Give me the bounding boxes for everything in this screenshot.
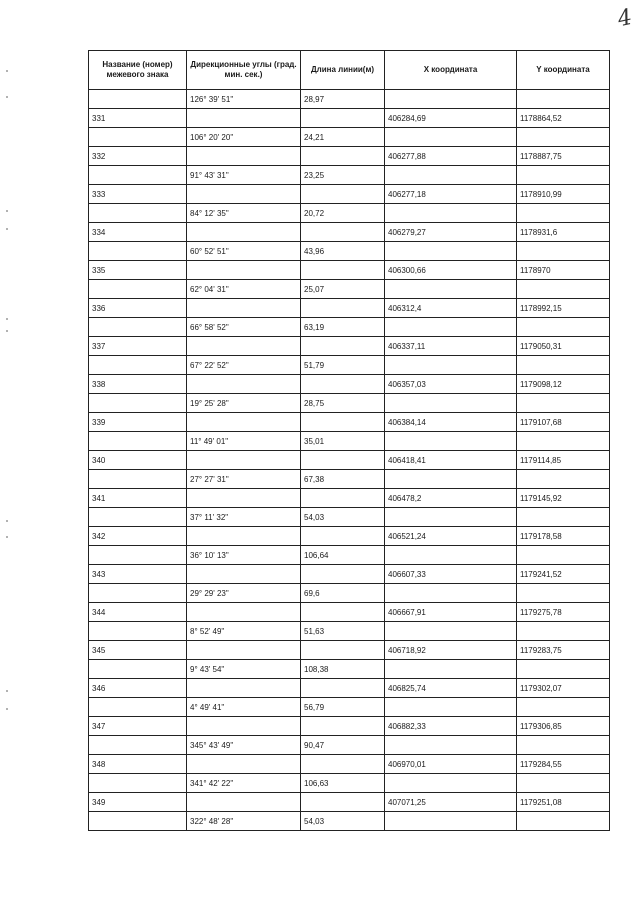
direction-angle-cell — [187, 413, 301, 432]
table-row-line — [89, 318, 610, 337]
direction-angle-cell: 9° 43' 54" — [187, 660, 301, 679]
direction-angle-cell: 126° 39' 51" — [187, 90, 301, 109]
y-coordinate-cell — [517, 242, 610, 261]
x-coordinate-cell: 407071,25 — [385, 793, 517, 812]
y-coordinate-cell: 1178910,99 — [517, 185, 610, 204]
x-coordinate-cell: 406284,69 — [385, 109, 517, 128]
table-row-line — [89, 508, 610, 527]
table-row-line — [89, 204, 610, 223]
y-coordinate-cell: 1178931,6 — [517, 223, 610, 242]
x-coordinate-cell — [385, 280, 517, 299]
x-coordinate-cell — [385, 470, 517, 489]
table-row-line — [89, 812, 610, 831]
point-name-cell: 338 — [89, 375, 187, 394]
line-length-cell — [301, 603, 385, 622]
point-name-cell: 335 — [89, 261, 187, 280]
table-row-point — [89, 527, 610, 546]
y-coordinate-cell: 1179241,52 — [517, 565, 610, 584]
table-row-line — [89, 736, 610, 755]
direction-angle-cell: 8° 52' 49" — [187, 622, 301, 641]
direction-angle-cell: 27° 27' 31" — [187, 470, 301, 489]
point-name-cell — [89, 128, 187, 147]
direction-angle-cell — [187, 261, 301, 280]
table-header-row — [89, 51, 610, 90]
y-coordinate-cell — [517, 280, 610, 299]
table-row-line — [89, 90, 610, 109]
y-coordinate-cell: 1178864,52 — [517, 109, 610, 128]
table-row-point — [89, 223, 610, 242]
direction-angle-cell — [187, 717, 301, 736]
point-name-cell — [89, 394, 187, 413]
y-coordinate-cell — [517, 736, 610, 755]
line-length-cell — [301, 755, 385, 774]
header-y-coordinate: Y координата — [517, 51, 610, 90]
point-name-cell — [89, 280, 187, 299]
point-name-cell: 336 — [89, 299, 187, 318]
point-name-cell — [89, 546, 187, 565]
line-length-cell — [301, 527, 385, 546]
x-coordinate-cell: 406300,66 — [385, 261, 517, 280]
y-coordinate-cell — [517, 128, 610, 147]
table-row-line — [89, 242, 610, 261]
x-coordinate-cell — [385, 698, 517, 717]
table-row-point — [89, 337, 610, 356]
table-row-point — [89, 375, 610, 394]
table-row-line — [89, 356, 610, 375]
line-length-cell — [301, 375, 385, 394]
direction-angle-cell: 62° 04' 31" — [187, 280, 301, 299]
direction-angle-cell — [187, 185, 301, 204]
line-length-cell — [301, 489, 385, 508]
y-coordinate-cell — [517, 812, 610, 831]
direction-angle-cell: 60° 52' 51" — [187, 242, 301, 261]
line-length-cell: 23,25 — [301, 166, 385, 185]
direction-angle-cell: 66° 58' 52" — [187, 318, 301, 337]
direction-angle-cell: 19° 25' 28" — [187, 394, 301, 413]
y-coordinate-cell — [517, 204, 610, 223]
point-name-cell: 346 — [89, 679, 187, 698]
table-row-point — [89, 413, 610, 432]
x-coordinate-cell — [385, 660, 517, 679]
table-row-line — [89, 394, 610, 413]
line-length-cell: 106,64 — [301, 546, 385, 565]
table-row-line — [89, 166, 610, 185]
point-name-cell: 342 — [89, 527, 187, 546]
table-row-point — [89, 185, 610, 204]
direction-angle-cell — [187, 793, 301, 812]
point-name-cell: 340 — [89, 451, 187, 470]
table-body — [89, 90, 610, 831]
line-length-cell — [301, 565, 385, 584]
table-row-line — [89, 546, 610, 565]
direction-angle-cell: 341° 42' 22" — [187, 774, 301, 793]
direction-angle-cell — [187, 451, 301, 470]
table-row-line — [89, 280, 610, 299]
x-coordinate-cell — [385, 584, 517, 603]
point-name-cell — [89, 166, 187, 185]
table-row-point — [89, 755, 610, 774]
table-row-point — [89, 489, 610, 508]
direction-angle-cell — [187, 223, 301, 242]
x-coordinate-cell: 406418,41 — [385, 451, 517, 470]
x-coordinate-cell — [385, 128, 517, 147]
line-length-cell: 28,75 — [301, 394, 385, 413]
point-name-cell: 347 — [89, 717, 187, 736]
y-coordinate-cell — [517, 774, 610, 793]
line-length-cell: 28,97 — [301, 90, 385, 109]
y-coordinate-cell: 1179145,92 — [517, 489, 610, 508]
point-name-cell: 332 — [89, 147, 187, 166]
x-coordinate-cell — [385, 90, 517, 109]
point-name-cell — [89, 660, 187, 679]
x-coordinate-cell — [385, 774, 517, 793]
x-coordinate-cell: 406882,33 — [385, 717, 517, 736]
point-name-cell — [89, 622, 187, 641]
direction-angle-cell: 106° 20' 20" — [187, 128, 301, 147]
x-coordinate-cell: 406279,27 — [385, 223, 517, 242]
x-coordinate-cell: 406384,14 — [385, 413, 517, 432]
line-length-cell — [301, 717, 385, 736]
direction-angle-cell — [187, 109, 301, 128]
point-name-cell — [89, 774, 187, 793]
x-coordinate-cell: 406521,24 — [385, 527, 517, 546]
page-number-mark: 4 — [615, 4, 635, 33]
point-name-cell: 344 — [89, 603, 187, 622]
x-coordinate-cell: 406970,01 — [385, 755, 517, 774]
line-length-cell: 51,79 — [301, 356, 385, 375]
header-point-name: Название (номер) межевого знака — [89, 51, 187, 90]
table-row-point — [89, 679, 610, 698]
line-length-cell — [301, 793, 385, 812]
direction-angle-cell — [187, 641, 301, 660]
point-name-cell — [89, 736, 187, 755]
y-coordinate-cell — [517, 546, 610, 565]
table-row-line — [89, 470, 610, 489]
direction-angle-cell — [187, 299, 301, 318]
direction-angle-cell: 4° 49' 41" — [187, 698, 301, 717]
line-length-cell: 43,96 — [301, 242, 385, 261]
point-name-cell — [89, 242, 187, 261]
table-row-point — [89, 261, 610, 280]
point-name-cell — [89, 318, 187, 337]
table-row-line — [89, 698, 610, 717]
direction-angle-cell: 345° 43' 49" — [187, 736, 301, 755]
line-length-cell: 54,03 — [301, 508, 385, 527]
table-row-point — [89, 109, 610, 128]
point-name-cell: 343 — [89, 565, 187, 584]
table-row-line — [89, 660, 610, 679]
direction-angle-cell — [187, 755, 301, 774]
scan-artifact-dots — [6, 0, 16, 905]
y-coordinate-cell: 1178992,15 — [517, 299, 610, 318]
point-name-cell: 337 — [89, 337, 187, 356]
x-coordinate-cell — [385, 242, 517, 261]
table-row-point — [89, 717, 610, 736]
x-coordinate-cell — [385, 432, 517, 451]
y-coordinate-cell — [517, 356, 610, 375]
x-coordinate-cell — [385, 812, 517, 831]
line-length-cell — [301, 109, 385, 128]
direction-angle-cell: 37° 11' 32" — [187, 508, 301, 527]
line-length-cell: 24,21 — [301, 128, 385, 147]
header-line-length: Длина линии(м) — [301, 51, 385, 90]
point-name-cell: 349 — [89, 793, 187, 812]
y-coordinate-cell — [517, 90, 610, 109]
point-name-cell — [89, 90, 187, 109]
direction-angle-cell: 67° 22' 52" — [187, 356, 301, 375]
x-coordinate-cell — [385, 622, 517, 641]
y-coordinate-cell: 1179302,07 — [517, 679, 610, 698]
point-name-cell: 334 — [89, 223, 187, 242]
x-coordinate-cell: 406478,2 — [385, 489, 517, 508]
x-coordinate-cell — [385, 736, 517, 755]
x-coordinate-cell: 406277,18 — [385, 185, 517, 204]
point-name-cell: 331 — [89, 109, 187, 128]
line-length-cell: 106,63 — [301, 774, 385, 793]
y-coordinate-cell: 1179107,68 — [517, 413, 610, 432]
line-length-cell — [301, 185, 385, 204]
y-coordinate-cell: 1179114,85 — [517, 451, 610, 470]
direction-angle-cell — [187, 147, 301, 166]
y-coordinate-cell — [517, 470, 610, 489]
x-coordinate-cell — [385, 508, 517, 527]
y-coordinate-cell — [517, 394, 610, 413]
direction-angle-cell: 91° 43' 31" — [187, 166, 301, 185]
line-length-cell: 35,01 — [301, 432, 385, 451]
table-row-line — [89, 774, 610, 793]
line-length-cell — [301, 413, 385, 432]
x-coordinate-cell: 406718,92 — [385, 641, 517, 660]
line-length-cell: 90,47 — [301, 736, 385, 755]
line-length-cell — [301, 641, 385, 660]
x-coordinate-cell — [385, 394, 517, 413]
table-row-point — [89, 641, 610, 660]
direction-angle-cell — [187, 527, 301, 546]
point-name-cell — [89, 204, 187, 223]
y-coordinate-cell — [517, 166, 610, 185]
direction-angle-cell: 29° 29' 23" — [187, 584, 301, 603]
direction-angle-cell: 36° 10' 13" — [187, 546, 301, 565]
y-coordinate-cell — [517, 432, 610, 451]
y-coordinate-cell: 1178970 — [517, 261, 610, 280]
x-coordinate-cell: 406277,88 — [385, 147, 517, 166]
direction-angle-cell — [187, 375, 301, 394]
line-length-cell — [301, 299, 385, 318]
y-coordinate-cell — [517, 698, 610, 717]
line-length-cell: 108,38 — [301, 660, 385, 679]
point-name-cell: 345 — [89, 641, 187, 660]
table-row-point — [89, 565, 610, 584]
table-row-line — [89, 128, 610, 147]
line-length-cell — [301, 147, 385, 166]
direction-angle-cell — [187, 603, 301, 622]
y-coordinate-cell: 1179284,55 — [517, 755, 610, 774]
y-coordinate-cell: 1179050,31 — [517, 337, 610, 356]
x-coordinate-cell: 406357,03 — [385, 375, 517, 394]
line-length-cell — [301, 223, 385, 242]
table-row-point — [89, 603, 610, 622]
direction-angle-cell: 11° 49' 01" — [187, 432, 301, 451]
y-coordinate-cell: 1179306,85 — [517, 717, 610, 736]
x-coordinate-cell — [385, 356, 517, 375]
table-row-point — [89, 299, 610, 318]
y-coordinate-cell — [517, 508, 610, 527]
y-coordinate-cell — [517, 318, 610, 337]
x-coordinate-cell: 406337,11 — [385, 337, 517, 356]
direction-angle-cell: 322° 48' 28" — [187, 812, 301, 831]
point-name-cell: 333 — [89, 185, 187, 204]
line-length-cell — [301, 679, 385, 698]
point-name-cell — [89, 812, 187, 831]
table-row-line — [89, 432, 610, 451]
point-name-cell — [89, 356, 187, 375]
x-coordinate-cell — [385, 546, 517, 565]
table-row-point — [89, 147, 610, 166]
y-coordinate-cell — [517, 660, 610, 679]
line-length-cell — [301, 451, 385, 470]
direction-angle-cell — [187, 489, 301, 508]
x-coordinate-cell — [385, 166, 517, 185]
line-length-cell: 56,79 — [301, 698, 385, 717]
x-coordinate-cell — [385, 204, 517, 223]
y-coordinate-cell — [517, 622, 610, 641]
x-coordinate-cell: 406312,4 — [385, 299, 517, 318]
line-length-cell: 54,03 — [301, 812, 385, 831]
line-length-cell: 51,63 — [301, 622, 385, 641]
y-coordinate-cell: 1179275,78 — [517, 603, 610, 622]
point-name-cell — [89, 470, 187, 489]
table-row-point — [89, 451, 610, 470]
point-name-cell: 339 — [89, 413, 187, 432]
line-length-cell: 20,72 — [301, 204, 385, 223]
line-length-cell — [301, 337, 385, 356]
point-name-cell — [89, 698, 187, 717]
point-name-cell — [89, 432, 187, 451]
y-coordinate-cell: 1179178,58 — [517, 527, 610, 546]
direction-angle-cell — [187, 337, 301, 356]
x-coordinate-cell: 406607,33 — [385, 565, 517, 584]
table-row-line — [89, 584, 610, 603]
table-row-point — [89, 793, 610, 812]
header-x-coordinate: X координата — [385, 51, 517, 90]
header-direction-angle: Дирекционные углы (град. мин. сек.) — [187, 51, 301, 90]
direction-angle-cell — [187, 565, 301, 584]
x-coordinate-cell: 406667,91 — [385, 603, 517, 622]
direction-angle-cell: 84° 12' 35" — [187, 204, 301, 223]
table-row-line — [89, 622, 610, 641]
y-coordinate-cell: 1179283,75 — [517, 641, 610, 660]
point-name-cell: 348 — [89, 755, 187, 774]
point-name-cell — [89, 508, 187, 527]
direction-angle-cell — [187, 679, 301, 698]
y-coordinate-cell: 1179251,08 — [517, 793, 610, 812]
line-length-cell: 25,07 — [301, 280, 385, 299]
x-coordinate-cell: 406825,74 — [385, 679, 517, 698]
line-length-cell: 69,6 — [301, 584, 385, 603]
point-name-cell: 341 — [89, 489, 187, 508]
line-length-cell — [301, 261, 385, 280]
y-coordinate-cell: 1178887,75 — [517, 147, 610, 166]
line-length-cell: 67,38 — [301, 470, 385, 489]
x-coordinate-cell — [385, 318, 517, 337]
line-length-cell: 63,19 — [301, 318, 385, 337]
y-coordinate-cell: 1179098,12 — [517, 375, 610, 394]
y-coordinate-cell — [517, 584, 610, 603]
point-name-cell — [89, 584, 187, 603]
coordinates-table — [88, 50, 610, 831]
